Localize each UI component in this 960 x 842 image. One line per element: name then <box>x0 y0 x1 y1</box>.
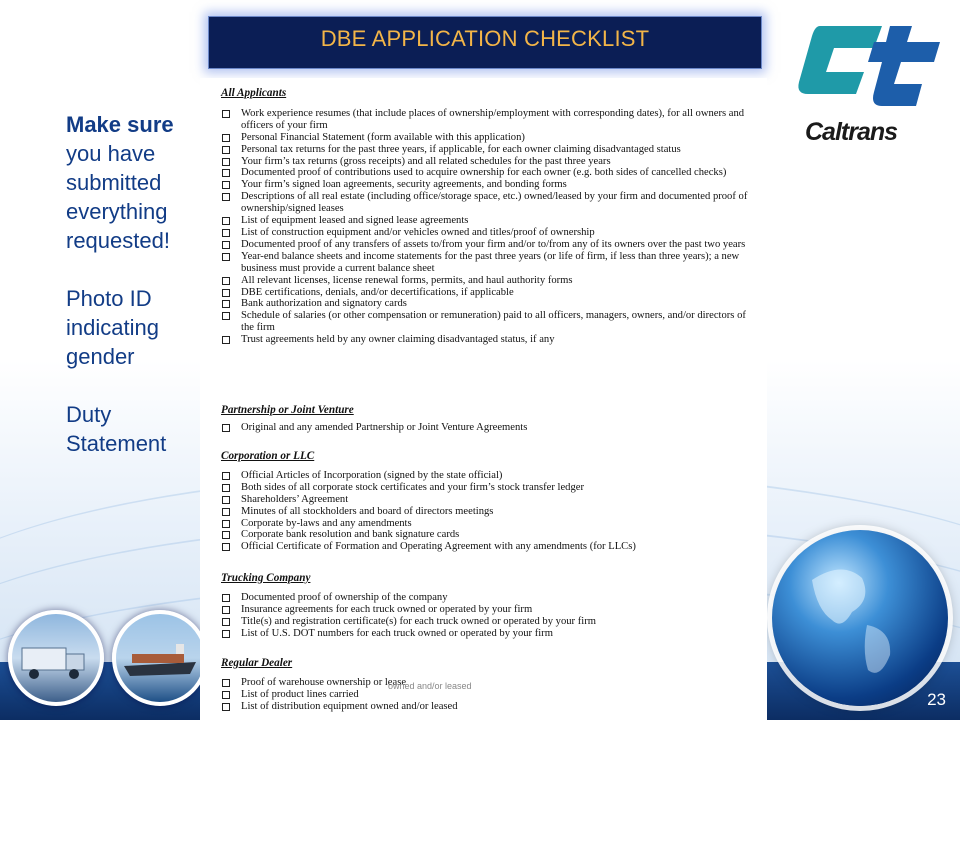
list-item: Shareholders’ Agreement <box>221 494 761 506</box>
footer-ghost-text: owned and/or leased <box>388 681 472 691</box>
list-item: Documented proof of ownership of the company <box>221 592 761 604</box>
side-note-line: Statement <box>66 431 167 456</box>
list-item: List of distribution equipment owned and/or leased <box>221 701 761 713</box>
checkbox-icon <box>222 134 230 142</box>
checkbox-icon <box>222 594 230 602</box>
checklist-section <box>221 88 761 346</box>
checkbox-icon <box>222 691 230 699</box>
checkbox-icon <box>222 312 230 320</box>
side-note-line: gender <box>66 344 135 369</box>
checkbox-icon <box>222 703 230 711</box>
checkbox-icon <box>222 193 230 201</box>
list-item: Title(s) and registration certificate(s) for each truck owned or operated by your firm <box>221 616 761 628</box>
list-item: Work experience resumes (that include places of ownership/employment with corresponding dates), for all owners and officers of your firm <box>221 108 761 132</box>
checkbox-icon <box>222 241 230 249</box>
list-item: Official Articles of Incorporation (signed by the state official) <box>221 470 761 482</box>
list-item: Corporate bank resolution and bank signature cards <box>221 529 761 541</box>
checkbox-icon <box>222 253 230 261</box>
side-note-line: submitted <box>66 170 162 195</box>
checkbox-icon <box>222 630 230 638</box>
section-heading: Trucking Company <box>221 572 311 584</box>
list-item: Bank authorization and signatory cards <box>221 298 761 310</box>
list-item: Year-end balance sheets and income statements for the past three years (or life of firm, if less than three years); a new business must provide a current balance sheet <box>221 251 761 275</box>
list-item: DBE certifications, denials, and/or decertifications, if applicable <box>221 287 761 299</box>
checkbox-icon <box>222 181 230 189</box>
checkbox-icon <box>222 110 230 118</box>
side-note-line: Photo ID <box>66 286 152 311</box>
checkbox-icon <box>222 531 230 539</box>
checklist-document <box>200 78 767 720</box>
checkbox-icon <box>222 520 230 528</box>
checkbox-icon <box>222 146 230 154</box>
checkbox-icon <box>222 277 230 285</box>
checkbox-icon <box>222 169 230 177</box>
checkbox-icon <box>222 679 230 687</box>
list-item: Personal tax returns for the past three years, if applicable, for each owner claiming disadvantaged status <box>221 144 761 156</box>
section-heading: All Applicants <box>221 87 287 99</box>
section-heading: Regular Dealer <box>221 657 293 669</box>
list-item: Both sides of all corporate stock certificates and your firm’s stock transfer ledger <box>221 482 761 494</box>
checkbox-icon <box>222 229 230 237</box>
list-item: All relevant licenses, license renewal forms, permits, and haul authority forms <box>221 275 761 287</box>
list-item: Insurance agreements for each truck owned or operated by your firm <box>221 604 761 616</box>
checkbox-icon <box>222 424 230 432</box>
list-item: Minutes of all stockholders and board of directors meetings <box>221 506 761 518</box>
list-item: Your firm’s signed loan agreements, security agreements, and bonding forms <box>221 179 761 191</box>
list-item: Your firm’s tax returns (gross receipts) and all related schedules for the past three years <box>221 156 761 168</box>
checklist-section <box>221 451 761 553</box>
list-item: Documented proof of contributions used to acquire ownership for each owner (e.g. both sides of cancelled checks) <box>221 167 761 179</box>
side-note-line: everything <box>66 199 168 224</box>
side-note-line: you have <box>66 141 156 166</box>
checkbox-icon <box>222 606 230 614</box>
checkbox-icon <box>222 289 230 297</box>
title-banner <box>208 16 762 69</box>
logo-wordmark: Caltrans <box>805 118 898 146</box>
checkbox-icon <box>222 543 230 551</box>
list-item: Schedule of salaries (or other compensation or remuneration) paid to all officers, managers, owners, and/or directors of the firm <box>221 310 761 334</box>
list-item: Descriptions of all real estate (including office/storage space, etc.) owned/leased by your firm and documented proof of ownership/signed leases <box>221 191 761 215</box>
checkbox-icon <box>222 217 230 225</box>
list-item: List of U.S. DOT numbers for each truck owned or operated by your firm <box>221 628 761 640</box>
list-item: Original and any amended Partnership or Joint Venture Agreements <box>221 422 761 434</box>
checklist-section <box>221 658 761 713</box>
truck-photo-icon <box>8 610 104 706</box>
checklist-section <box>221 405 761 434</box>
globe-icon <box>772 530 948 706</box>
checkbox-icon <box>222 336 230 344</box>
list-item: List of equipment leased and signed lease agreements <box>221 215 761 227</box>
list-item: List of product lines carried <box>221 689 761 701</box>
checkbox-icon <box>222 300 230 308</box>
side-note-line: requested! <box>66 228 170 253</box>
list-item: Corporate by-laws and any amendments <box>221 518 761 530</box>
list-item: Documented proof of any transfers of assets to/from your firm and/or to/from any of its owners over the past two years <box>221 239 761 251</box>
list-item: Proof of warehouse ownership or lease <box>221 677 761 689</box>
list-item: List of construction equipment and/or vehicles owned and titles/proof of ownership <box>221 227 761 239</box>
checklist-section <box>221 573 761 640</box>
slide-title: DBE APPLICATION CHECKLIST <box>320 26 650 51</box>
checkbox-icon <box>222 496 230 504</box>
side-note-heading: Make sure <box>66 112 174 137</box>
checkbox-icon <box>222 484 230 492</box>
list-item: Official Certificate of Formation and Operating Agreement with any amendments (for LLCs) <box>221 541 761 553</box>
cargo-ship-photo-icon <box>112 610 208 706</box>
checkbox-icon <box>222 158 230 166</box>
checkbox-icon <box>222 508 230 516</box>
checkbox-icon <box>222 472 230 480</box>
list-item: Personal Financial Statement (form available with this application) <box>221 132 761 144</box>
side-note-line: Duty <box>66 402 112 427</box>
list-item: Trust agreements held by any owner claiming disadvantaged status, if any <box>221 334 761 346</box>
side-note-line: indicating <box>66 315 159 340</box>
section-heading: Partnership or Joint Venture <box>221 404 354 416</box>
section-heading: Corporation or LLC <box>221 450 315 462</box>
checkbox-icon <box>222 618 230 626</box>
side-note <box>66 110 206 458</box>
page-number: 23 <box>927 690 946 709</box>
